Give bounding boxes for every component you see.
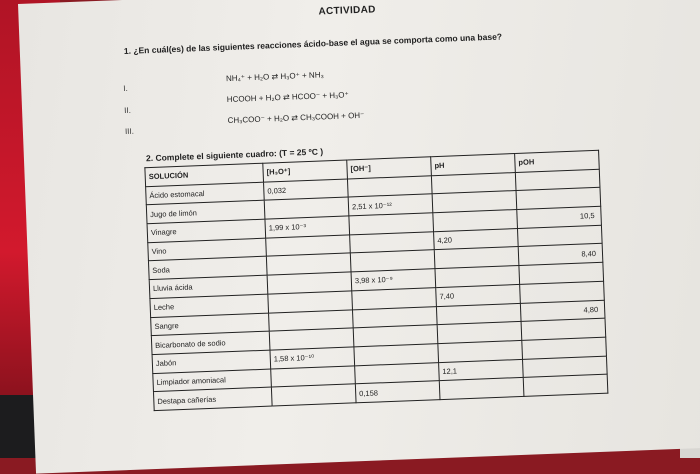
h3o-cell: 1,99 x 10⁻³ [265,216,350,238]
header-oh: [OH⁻] [347,157,432,179]
ph-cell: 4,20 [434,228,519,250]
oh-cell: 2,51 x 10⁻¹² [348,194,433,216]
reaction-3-equation: CH₃COO⁻ + H₂O ⇄ CH₃COOH + OH⁻ [227,110,365,126]
worksheet-title: ACTIVIDAD [318,4,376,18]
solution-name: Vino [148,238,267,261]
solution-name: Jugo de limón [146,201,265,224]
worksheet-paper [18,0,700,474]
h3o-cell: 0,032 [264,179,349,201]
header-h3o: [H₃O⁺] [263,160,348,182]
header-solution: SOLUCIÓN [145,163,264,186]
header-poh: pOH [515,150,600,172]
poh-cell: 10,5 [517,206,602,228]
reaction-2-equation: HCOOH + H₂O ⇄ HCOO⁻ + H₃O⁺ [226,90,349,105]
oh-cell: 3,98 x 10⁻⁹ [351,269,436,291]
solution-name: Lluvia ácida [149,275,268,298]
ph-cell: 7,40 [436,284,521,306]
question-1: 1. ¿En cuál(es) de las siguientes reacciones ácido-base el agua se comporta como una base? [123,31,503,56]
poh-cell [523,374,608,396]
reaction-2-number: II. [123,105,132,115]
ph-cell [439,378,524,400]
reaction-3-number: III. [124,126,135,136]
solution-name: Jabón [152,350,271,373]
poh-cell: 4,80 [520,300,605,322]
ph-table [144,150,608,411]
h3o-cell [271,384,356,406]
header-ph: pH [431,154,516,176]
solution-name: Limpiador amoniacal [153,369,272,392]
question-2: 2. Complete el siguiente cuadro: (T = 25 ºC ) [145,146,324,164]
solution-name: Bicarbonato de sodio [151,331,270,354]
solution-name: Vinagre [147,219,266,242]
ph-cell: 12,1 [439,359,524,381]
solution-name: Ácido estomacal [146,182,265,205]
solution-name: Sangre [151,313,270,336]
reaction-1-number: I. [123,83,128,94]
reaction-1-equation: NH₄⁺ + H₂O ⇄ H₃O⁺ + NH₃ [225,70,324,84]
poh-cell: 8,40 [518,244,603,266]
h3o-cell: 1,58 x 10⁻¹⁰ [270,347,355,369]
solution-name: Destapa cañerías [153,387,272,410]
solution-name: Leche [150,294,269,317]
solution-name: Soda [148,257,267,280]
oh-cell: 0,158 [355,381,440,403]
